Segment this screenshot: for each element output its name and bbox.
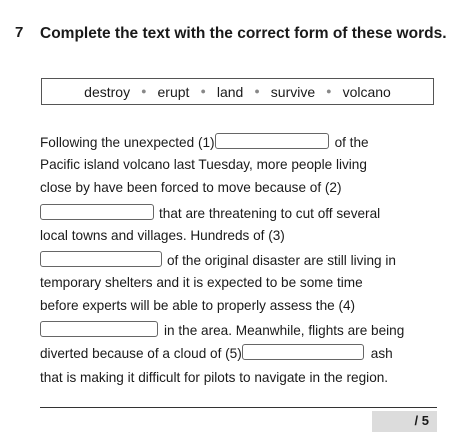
score-label: / 5 xyxy=(414,413,429,428)
word-bank-item: erupt xyxy=(157,83,190,100)
word-bank-item: destroy xyxy=(84,83,131,100)
answer-blank-2[interactable] xyxy=(40,204,154,220)
answer-blank-3[interactable] xyxy=(40,251,162,267)
text-line xyxy=(40,252,396,268)
text-fragment: diverted because of a cloud of (5) xyxy=(40,345,242,361)
text-line: local towns and villages. Hundreds of (3) xyxy=(40,228,285,243)
bullet-icon: ● xyxy=(200,85,206,96)
text-fragment: Following the unexpected (1) xyxy=(40,134,215,150)
text-fragment: of the original disaster are still living in xyxy=(167,252,396,268)
text-fragment: in the area. Meanwhile, flights are being xyxy=(164,322,405,338)
text-fragment: of the xyxy=(334,134,369,150)
word-bank-item: survive xyxy=(270,83,316,100)
question-number: 7 xyxy=(15,24,24,41)
answer-blank-1[interactable] xyxy=(215,133,329,149)
text-line xyxy=(40,322,404,338)
word-bank-item: land xyxy=(216,83,244,100)
text-line xyxy=(40,134,369,150)
bullet-icon: ● xyxy=(326,85,332,96)
text-line: close by have been forced to move because of (2) xyxy=(40,180,342,195)
bullet-icon: ● xyxy=(254,85,260,96)
word-bank-item: volcano xyxy=(342,83,391,100)
word-bank xyxy=(41,78,434,105)
bullet-icon: ● xyxy=(141,85,147,96)
divider xyxy=(40,407,437,408)
text-line: Pacific island volcano last Tuesday, more people living xyxy=(40,157,367,172)
text-line: that is making it difficult for pilots to navigate in the region. xyxy=(40,370,389,385)
text-fragment: that are threatening to cut off several xyxy=(159,205,381,221)
answer-blank-4[interactable] xyxy=(40,321,158,337)
text-line xyxy=(40,205,380,221)
text-line: temporary shelters and it is expected to be some time xyxy=(40,275,363,290)
score-box xyxy=(372,411,437,432)
answer-blank-5[interactable] xyxy=(242,344,364,360)
text-line: before experts will be able to properly assess the (4) xyxy=(40,298,356,313)
text-fragment: ash xyxy=(370,345,393,361)
text-line xyxy=(40,345,393,361)
instruction-text: Complete the text with the correct form of these words. xyxy=(40,25,447,42)
